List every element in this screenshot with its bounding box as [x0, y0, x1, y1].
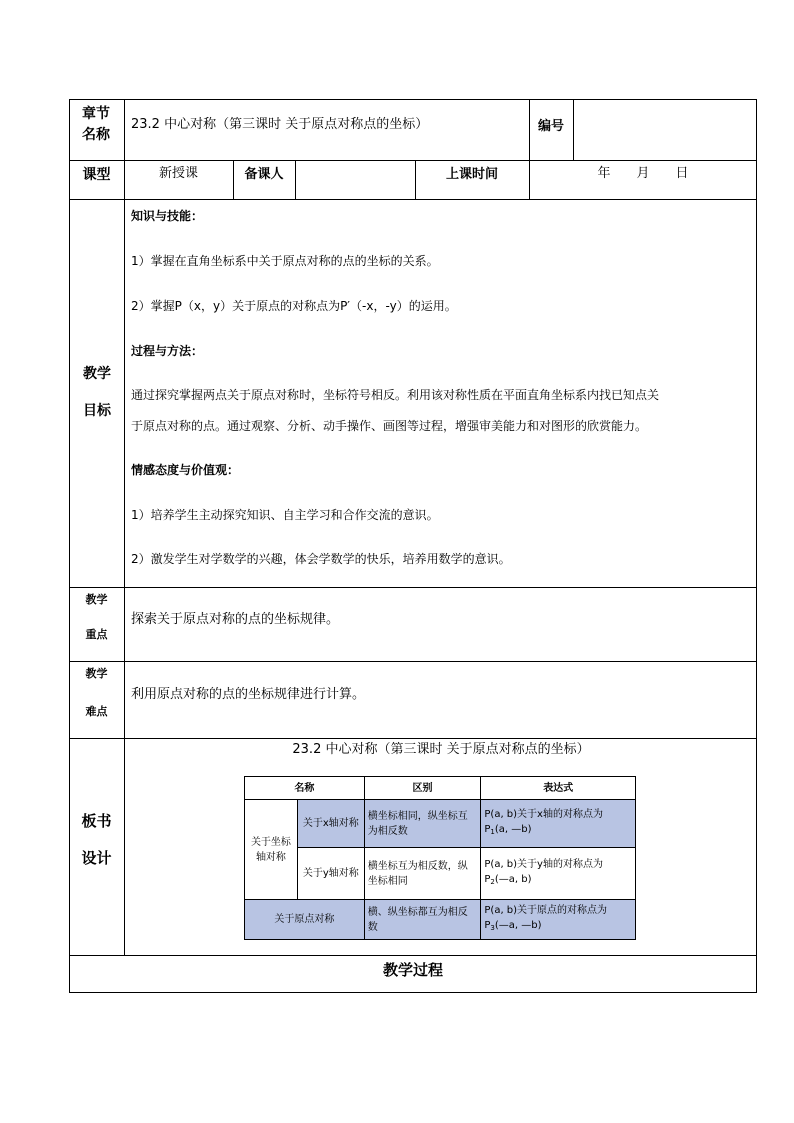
y-axis-difference: 横坐标互为相反数，纵坐标相同 [364, 848, 481, 900]
focus-text: 探索关于原点对称的点的坐标规律。 [131, 612, 340, 627]
header-difference: 区别 [364, 777, 481, 800]
knowledge-item-1: 1）掌握在直角坐标系中关于原点对称的点的坐标的关系。 [131, 254, 439, 268]
chapter-label: 章节名称 [82, 106, 110, 143]
board-label-top: 板书 [81, 812, 112, 830]
y-axis-name: 关于y轴对称 [297, 848, 364, 900]
focus-label-top: 教学 [85, 593, 108, 606]
focus-label-bottom: 重点 [85, 628, 108, 641]
class-time-value: 年 月 日 [597, 166, 689, 181]
emotion-item-1: 1）培养学生主动探究知识、自主学习和合作交流的意识。 [131, 508, 439, 522]
emotion-title: 情感态度与价值观： [131, 463, 240, 477]
x-axis-difference: 横坐标相同，纵坐标互为相反数 [364, 800, 481, 848]
column-divider [124, 99, 125, 955]
emotion-item-2: 2）激发学生对学数学的兴趣，体会学数学的快乐，培养用数学的意识。 [131, 552, 511, 566]
axis-symmetry-group: 关于坐标轴对称 [245, 800, 298, 900]
process-text-line-1: 通过探究掌握两点关于原点对称时，坐标符号相反。利用该对称性质在平面直角坐标系内找已知点关 [131, 388, 660, 402]
board-title: 23.2 中心对称（第三课时 关于原点对称点的坐标） [292, 742, 590, 757]
x-axis-expression: P(a, b)关于x轴的对称点为 $P_1(a$, —b) [481, 800, 636, 848]
row-divider [69, 160, 757, 161]
row-divider [69, 661, 757, 662]
preparer-label: 备课人 [244, 167, 284, 182]
x-axis-name: 关于x轴对称 [297, 800, 364, 848]
row-divider [69, 199, 757, 200]
knowledge-item-2: 2）掌握P（x，y）关于原点的对称点为P′（-x，-y）的运用。 [131, 299, 457, 313]
y-axis-expression: P(a, b)关于y轴的对称点为 $P_2(—a$, b) [481, 848, 636, 900]
origin-name: 关于原点对称 [245, 900, 365, 940]
origin-expression: P(a, b)关于原点的对称点为 $P_3(—a$, —b) [481, 900, 636, 940]
origin-difference: 横、纵坐标都互为相反数 [364, 900, 481, 940]
row-divider [69, 587, 757, 588]
difficulty-text: 利用原点对称的点的坐标规律进行计算。 [131, 687, 366, 702]
teaching-process-heading: 教学过程 [382, 961, 443, 979]
difficulty-label-top: 教学 [85, 667, 108, 680]
process-text-line-2: 于原点对称的点。通过观察、分析、动手操作、画图等过程，增强审美能力和对图形的欣赏能力。 [131, 419, 648, 433]
symmetry-summary-table [244, 776, 636, 940]
knowledge-title: 知识与技能： [131, 209, 204, 223]
process-title: 过程与方法： [131, 344, 204, 358]
difficulty-label-bottom: 难点 [85, 705, 108, 718]
class-time-label: 上课时间 [445, 167, 498, 182]
chapter-title: 23.2 中心对称（第三课时 关于原点对称点的坐标） [131, 117, 429, 132]
row-divider [69, 738, 757, 739]
lesson-type-value: 新授课 [158, 166, 198, 181]
header-expression: 表达式 [481, 777, 636, 800]
board-label-bottom: 设计 [81, 849, 112, 867]
column-divider [529, 99, 530, 160]
objectives-label: 教学目标 [83, 366, 111, 419]
column-divider [295, 160, 296, 199]
number-label: 编号 [537, 119, 564, 134]
column-divider [573, 99, 574, 160]
header-name: 名称 [245, 777, 365, 800]
lesson-type-label: 课型 [82, 167, 111, 183]
row-divider [69, 955, 757, 956]
